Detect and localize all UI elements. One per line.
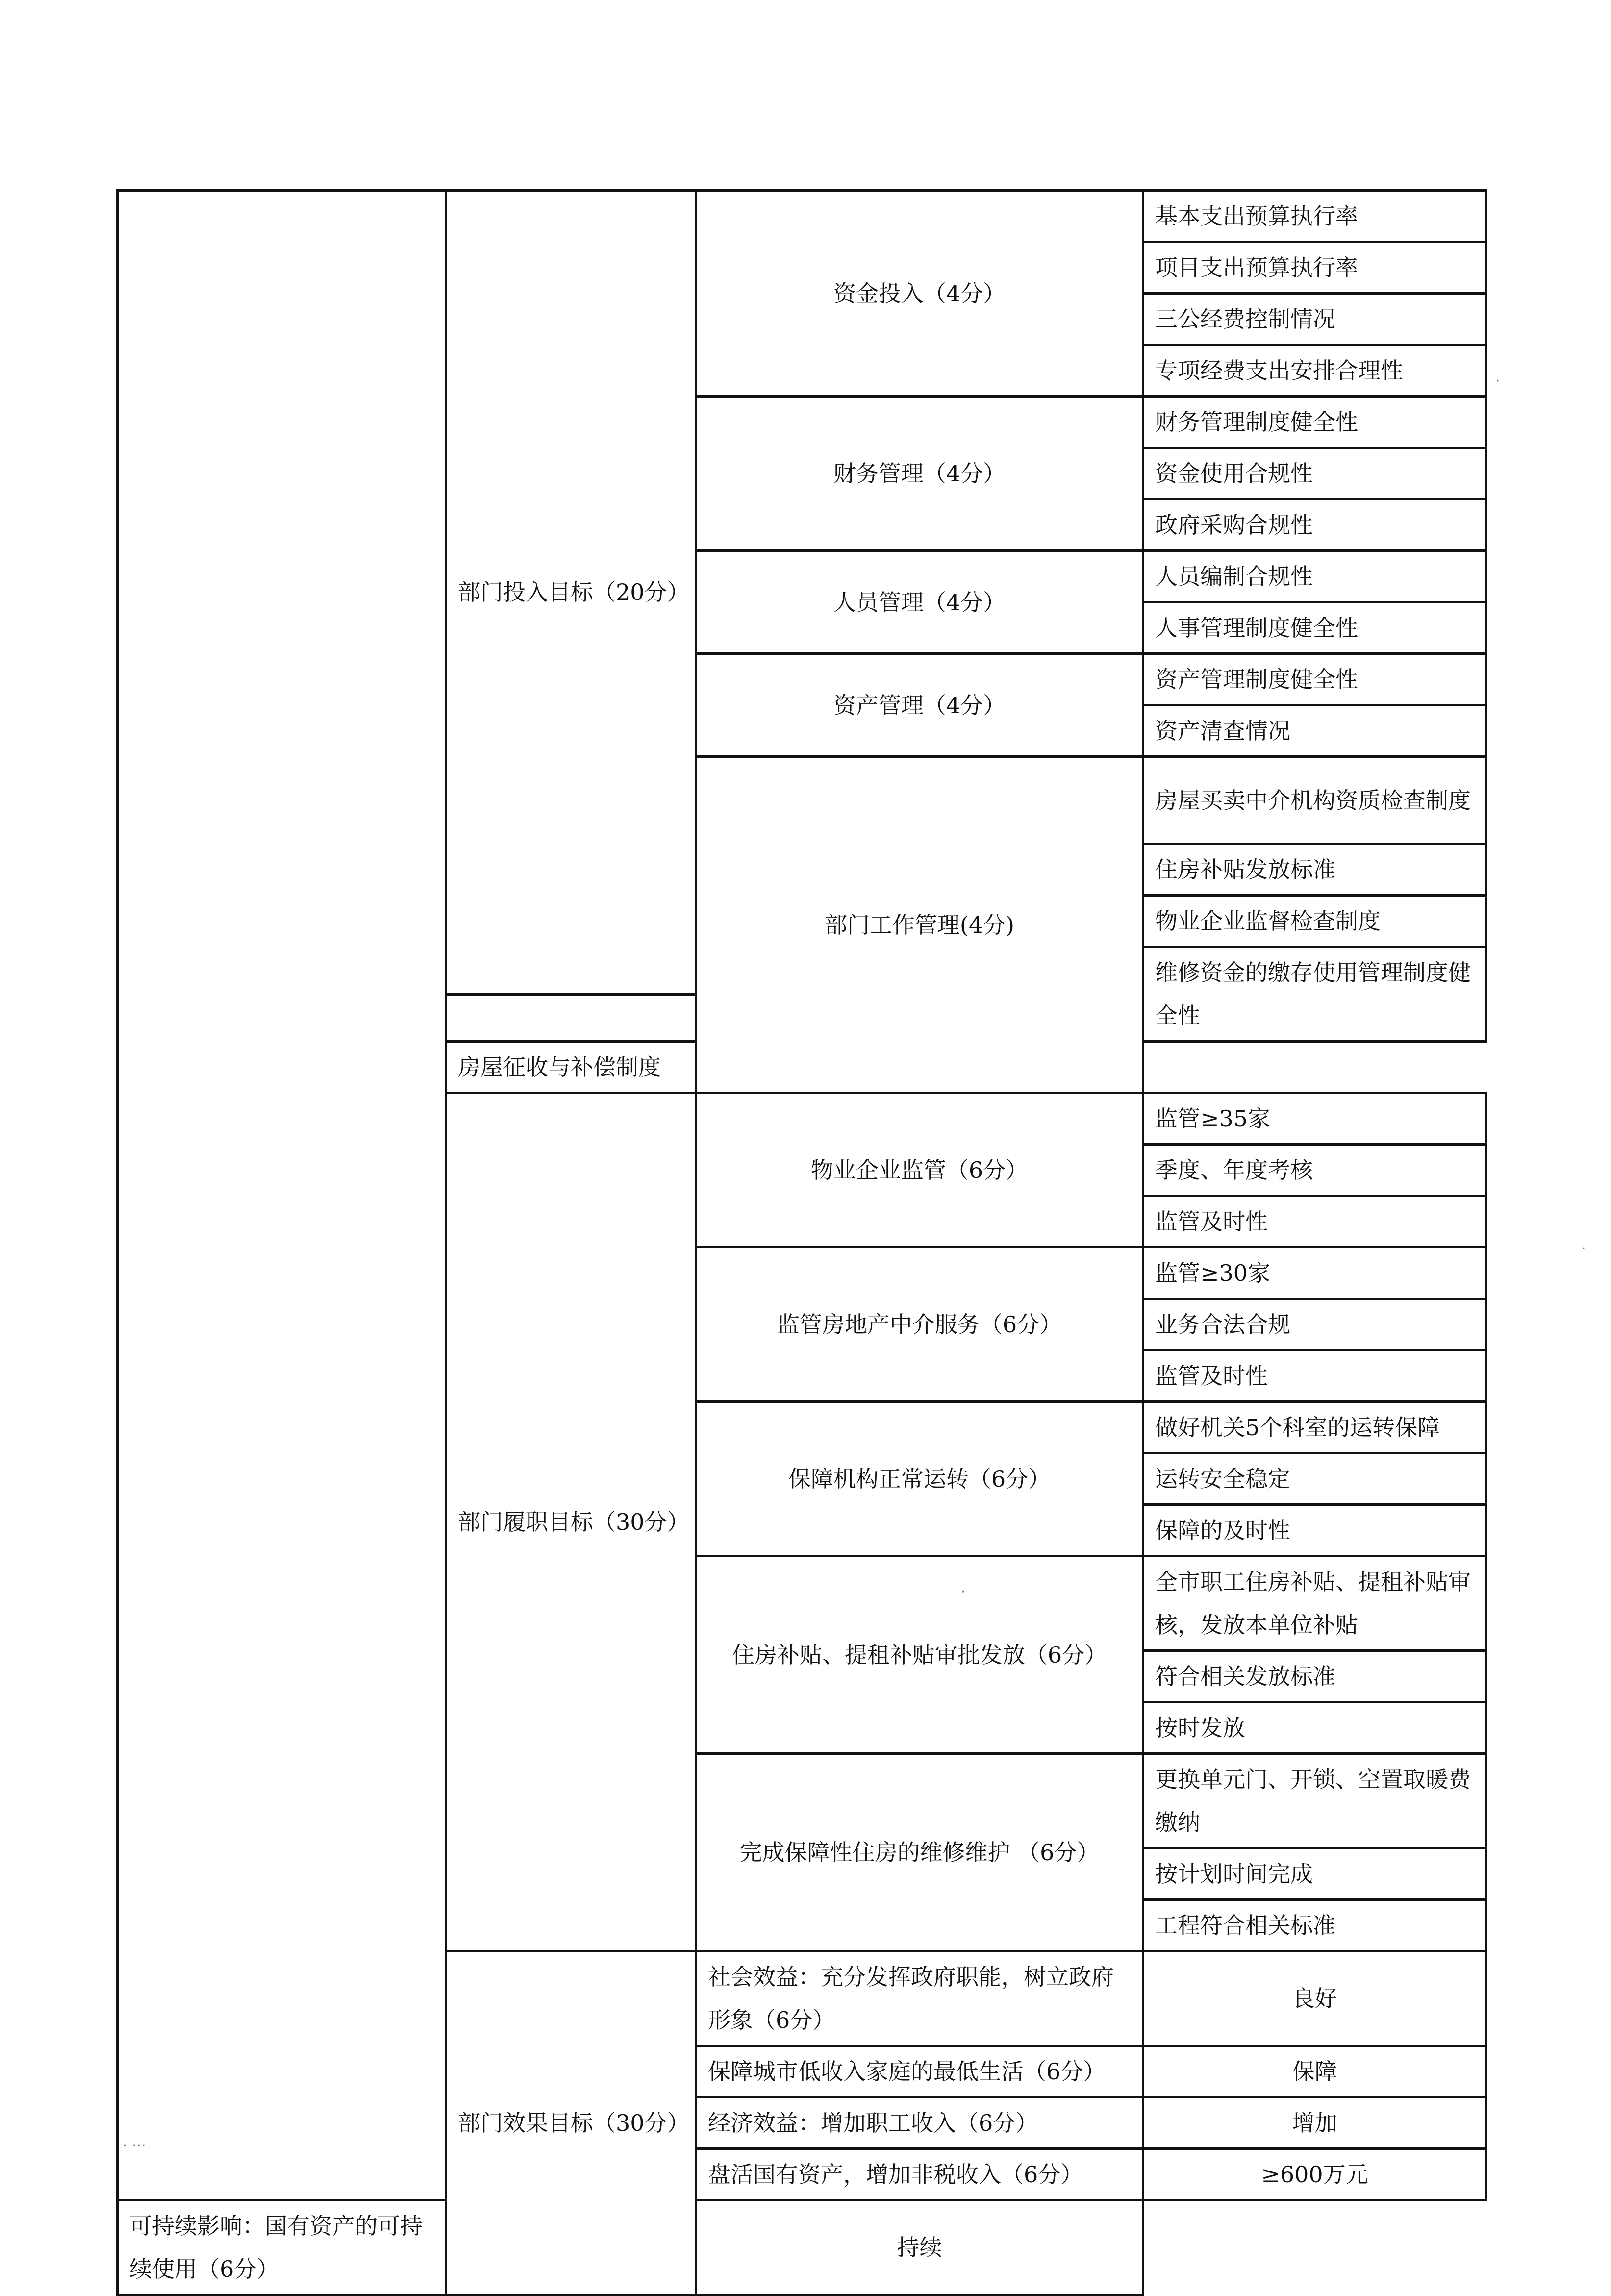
item-affordable-housing-maintenance: 完成保障性住房的维修维护 （6分） [696,1754,1143,1951]
indicator-support-timeliness: 保障的及时性 [1143,1505,1486,1556]
value-sustainable-impact: 持续 [696,2200,1143,2295]
item-asset-management: 资产管理（4分） [696,654,1143,757]
scan-speck: · [1495,373,1500,390]
indicator-hr-system: 人事管理制度健全性 [1143,602,1486,654]
scan-speck: · [961,1583,966,1600]
indicator-expropriation-compensation: 房屋征收与补偿制度 [446,1042,696,1093]
indicator-agency-qualification: 房屋买卖中介机构资质检查制度 [1143,757,1486,844]
performance-target-table [116,189,1487,2296]
indicator-property-supervision: 物业企业监督检查制度 [1143,896,1486,947]
value-state-assets-revenue: ≥600万元 [1143,2149,1486,2200]
item-economic-benefit: 经济效益：增加职工收入（6分） [696,2097,1143,2149]
value-economic-benefit: 增加 [1143,2097,1486,2149]
indicator-subsidy-review: 全市职工住房补贴、提租补贴审核，发放本单位补贴 [1143,1556,1486,1651]
indicator-three-public-expenses: 三公经费控制情况 [1143,294,1486,345]
indicator-special-fund-arrangement: 专项经费支出安排合理性 [1143,345,1486,397]
indicator-basic-expenditure-rate: 基本支出预算执行率 [1143,191,1486,242]
indicator-planned-completion: 按计划时间完成 [1143,1848,1486,1900]
indicator-supervision-timeliness-1: 监管及时性 [1143,1196,1486,1248]
item-financial-management: 财务管理（4分） [696,397,1143,551]
scan-speck: · ··· [123,2137,146,2154]
item-state-assets-revenue: 盘活国有资产，增加非税收入（6分） [696,2149,1143,2200]
blank-first-column-cell [118,191,446,2200]
scan-speck: · [1581,1240,1586,1257]
indicator-supervise-35: 监管≥35家 [1143,1093,1486,1145]
indicator-asset-inventory: 资产清查情况 [1143,705,1486,757]
item-personnel-management: 人员管理（4分） [696,551,1143,654]
group-label-duty-target: 部门履职目标（30分） [446,1093,696,1951]
value-social-benefit: 良好 [1143,1951,1486,2046]
value-low-income-guarantee: 保障 [1143,2046,1486,2097]
item-social-benefit: 社会效益：充分发挥政府职能，树立政府形象（6分） [696,1951,1143,2046]
item-institution-operation: 保障机构正常运转（6分） [696,1402,1143,1556]
item-sustainable-impact: 可持续影响：国有资产的可持续使用（6分） [118,2200,446,2295]
indicator-housing-subsidy-standard: 住房补贴发放标准 [1143,844,1486,896]
indicator-maintenance-fund-system: 维修资金的缴存使用管理制度健全性 [1143,947,1486,1042]
indicator-on-time-payment: 按时发放 [1143,1702,1486,1754]
indicator-staffing-compliance: 人员编制合规性 [1143,551,1486,602]
indicator-fund-use-compliance: 资金使用合规性 [1143,448,1486,499]
indicator-supervise-30: 监管≥30家 [1143,1248,1486,1299]
indicator-asset-system: 资产管理制度健全性 [1143,654,1486,705]
item-housing-subsidy-approval: 住房补贴、提租补贴审批发放（6分） [696,1556,1143,1754]
indicator-subsidy-standard: 符合相关发放标准 [1143,1651,1486,1702]
indicator-quarterly-annual-review: 季度、年度考核 [1143,1145,1486,1196]
document-table-container [116,189,1487,2296]
indicator-procurement-compliance: 政府采购合规性 [1143,499,1486,551]
indicator-supervision-timeliness-2: 监管及时性 [1143,1350,1486,1402]
indicator-five-offices-support: 做好机关5个科室的运转保障 [1143,1402,1486,1453]
indicator-safe-stable-operation: 运转安全稳定 [1143,1453,1486,1505]
indicator-engineering-standard: 工程符合相关标准 [1143,1900,1486,1951]
item-property-enterprise-supervision: 物业企业监管（6分） [696,1093,1143,1248]
indicator-door-lock-heating: 更换单元门、开锁、空置取暖费缴纳 [1143,1754,1486,1848]
item-real-estate-agency-supervision: 监管房地产中介服务（6分） [696,1248,1143,1402]
item-fund-input: 资金投入（4分） [696,191,1143,397]
group-label-effect-target: 部门效果目标（30分） [446,1951,696,2295]
group-label-input-target: 部门投入目标（20分） [446,191,696,995]
indicator-project-expenditure-rate: 项目支出预算执行率 [1143,242,1486,294]
indicator-legal-compliance: 业务合法合规 [1143,1299,1486,1350]
item-department-work-management: 部门工作管理(4分) [696,757,1143,1093]
indicator-financial-system: 财务管理制度健全性 [1143,397,1486,448]
item-low-income-guarantee: 保障城市低收入家庭的最低生活（6分） [696,2046,1143,2097]
